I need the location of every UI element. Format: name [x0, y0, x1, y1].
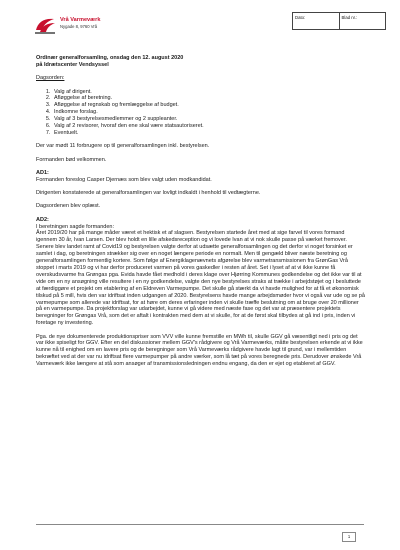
flame-logo-icon	[34, 16, 56, 34]
meta-box	[292, 12, 386, 30]
intro-paragraph: Der var mødt 11 forbrugere op til generalforsamlingen inkl. bestyrelsen.	[36, 143, 210, 150]
footer-divider	[36, 524, 364, 525]
agenda-item: 6. Valg af 2 revisorer, hvoraf den ene skal være statsautoriseret.	[52, 123, 366, 130]
agenda-item: 5. Valg af 3 bestyrelsesmedlemmer og 2 suppleanter.	[52, 116, 366, 123]
company-name: Vrå Varmeværk	[60, 17, 101, 23]
page-number: 1	[342, 532, 356, 542]
agenda-item: 1. Valg af dirigent.	[52, 89, 366, 96]
agenda-heading: Dagsorden:	[36, 75, 65, 82]
ad1-paragraph: Formanden foreslog Casper Djernæs som blev valgt uden modkandidat.	[36, 176, 212, 183]
ad2-body: Året 2019/20 har på mange måder været et hektisk et af slagsen. Bestyrelsen startede året med at sige farvel til vores formand igennem 30 år, Ivan Larsen. Der blev holdt en lille afskedsreception og vi lovede Ivan at vi nok skulle passe på værket fremover. Senere blev landet ramt af Covid19 og bestyrelsen valgte derfor at udsætte generalforsamlingen og det derfor vi noget forsinket er samlet i dag, og beretningen strækker sig over en noget længere periode en normalt. Men til gengæld bliver næste beretning og generalforsamlingen formentlig kortere. Som følge af Energiklagenævnets afgørelse blev varmetransmissionen fra GrønGas Vrå stoppet i marts 2019 og vi har derfor produceret varmen på vores gaskedler i resten af året. Set i lyset af at vi ikke kunne få overskudsvarme fra Grøngas pga. Evida havde fået medhold i deres klage over Hjørring Kommunes godkendelse og det ikke var til at vide om en ny ansøgning ville resultere i en ny godkendelse, valgte den nye bestyrelses straks at trække i arbejdstøjet og i besluttede at færdiggøre et projekt om etablering af en Eldreven Varmepumpe. Det skulle gå stærkt da vi havde mulighed for at få et økonomisk tilskud på 5 mill, hvis den var idriftsat inden udgangen af 2020. Bestyrelsens havde mange arbejdsmøder hvor vi også var ude og se på varmepumpe som allerede var idriftsat, for at høre om deres erfaringer inden vi skulle træffe beslutning om at bruge over 20 millioner på en varmepumpe. Da projektforslag var udarbejdet, kunne vi gå videre med næste fase og det var at præsentere projektets beregninger for Grøngas Vrå, som det er aftalt i kontrakten med dem at vi skulle, for at de først skal tilbydes at gå ind i pris, inden vi foretage ny investering.	[36, 230, 365, 327]
agenda-item: 3. Afløggelse af regnskab og fremlæggelse af budget.	[52, 102, 366, 109]
ad1-heading: AD1:	[36, 169, 49, 176]
ad1-paragraph: Dirigenten konstaterede at generalforsamlingen var lovligt indkaldt i henhold til vedtægterne.	[36, 190, 261, 197]
intro-paragraph: Formanden bød velkommen.	[36, 156, 107, 163]
page-field: Blad nr.:	[339, 13, 386, 29]
ad1-paragraph: Dagsordenen blev oplæst.	[36, 203, 101, 210]
doc-title-line-2: på Idrætscenter Vendsyssel	[36, 61, 109, 68]
date-field: Dato:	[295, 15, 306, 20]
doc-title-line-1: Ordinær generalforsamling, onsdag den 12. august 2020	[36, 55, 184, 61]
agenda-item: 4. Indkomne forslag.	[52, 109, 366, 116]
ad2-heading: AD2:	[36, 216, 49, 223]
ad2-intro: I beretningen sagde formanden:	[36, 223, 114, 230]
agenda-item: 2. Afløggelse af beretning.	[52, 95, 366, 102]
company-address: Nygade 8, 9760 Vrå	[60, 24, 98, 29]
document-body	[36, 55, 366, 368]
agenda-list	[36, 89, 366, 137]
ad2-body-continued: Pga. de nye dokumenterede produktionspriser som VVV ville kunne fremstille en MWh til, skulle GGV gå væsentligt ned i pris og det var ikke spiseligt for GGV. Efter en del diskussioner mellem GGV's rådgivere og Vrå Varmeværks, måtte bestyrelsen erkende at vi ikke kunne nå til enighed om en lavere pris og de beregninger som Vrå Varmeværks rådgivere havde lagt til grund, var i mellemtiden bekræftet ved at der var nu idriftsat flere varmepumper på andre værker, som lå tæt på vores beregnede pris. Derudover ønskede Vrå Varmeværk ikke længere at stå som ansøger af transmissionsledningen endnu engang, da den er ejet og etableret af GGV.	[36, 333, 363, 368]
agenda-item: 7. Eventuelt.	[52, 130, 366, 137]
